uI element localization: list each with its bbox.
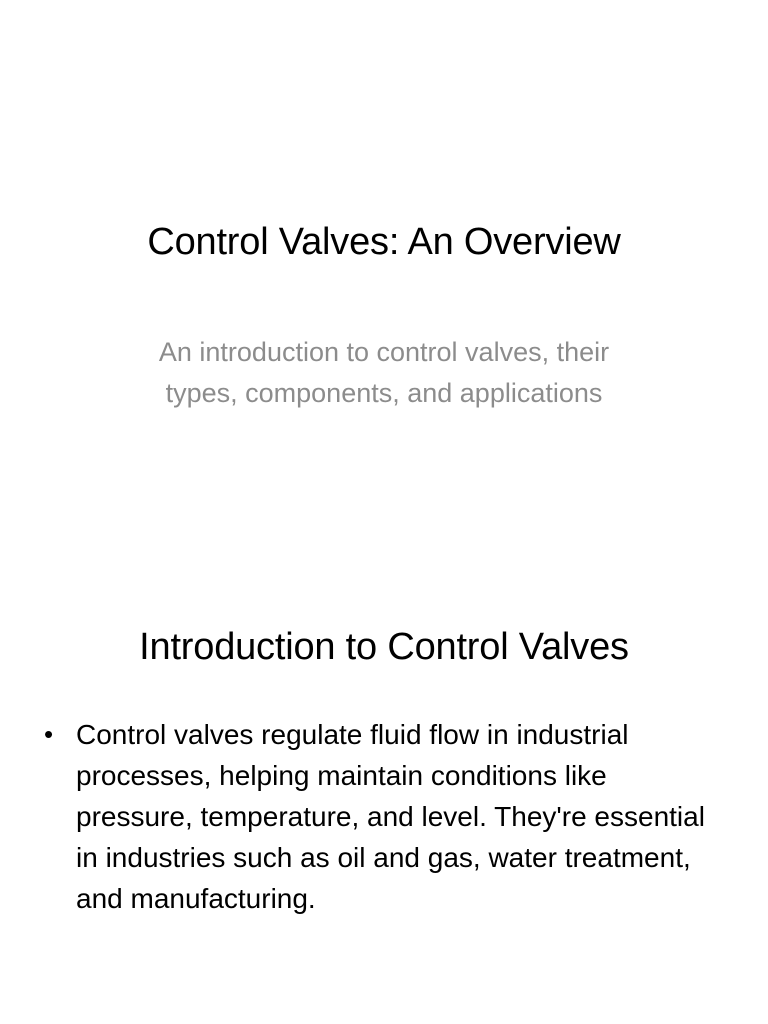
bullet-list bbox=[44, 714, 724, 919]
slide-title: Control Valves: An Overview bbox=[147, 221, 621, 263]
content-slide bbox=[0, 576, 768, 1024]
bullet-marker: • bbox=[44, 719, 54, 749]
slide-subtitle: An introduction to control valves, their types, components, and applications bbox=[158, 337, 610, 408]
bullet-item bbox=[44, 714, 724, 919]
slide-title: Introduction to Control Valves bbox=[139, 626, 629, 668]
bullet-text: Control valves regulate fluid flow in industrial processes, helping maintain conditions like pressure, temperature, and level. They're essential in industries such as oil and gas, water treatment, and manufacturing. bbox=[76, 719, 705, 914]
